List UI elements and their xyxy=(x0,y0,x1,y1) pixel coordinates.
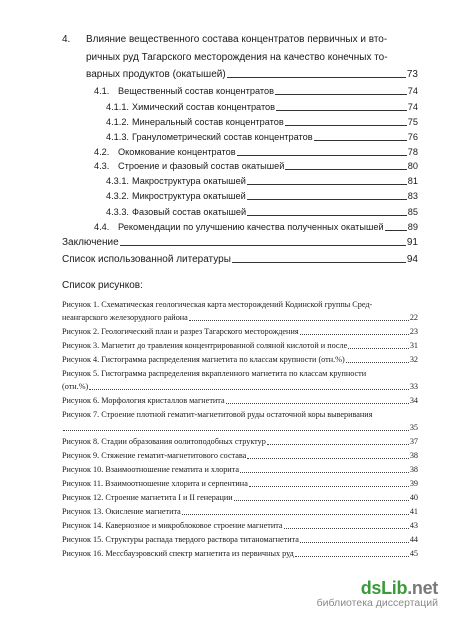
page-number: 74 xyxy=(407,86,418,96)
figure-label: Рисунок 13. xyxy=(62,507,104,516)
leader-line xyxy=(227,77,406,78)
figure-entry[interactable] xyxy=(62,410,418,420)
leader-line xyxy=(232,262,406,263)
leader-dots xyxy=(346,362,409,363)
figure-entry[interactable] xyxy=(62,521,418,531)
page-number: 75 xyxy=(407,117,418,127)
toc-item-number: 4.1.3. xyxy=(106,132,129,142)
chapter-title-line-2: ричных руд Тагарского месторождения на качество конечных то- xyxy=(86,52,388,63)
toc-item-title: Рекомендации по улучшению качества полученных окатышей xyxy=(118,222,384,232)
toc-item-title: Макроструктура окатышей xyxy=(132,176,246,186)
figure-entry[interactable] xyxy=(62,369,418,379)
figure-entry[interactable] xyxy=(62,465,418,475)
page-number: 80 xyxy=(407,161,418,171)
page-number: 35 xyxy=(409,423,418,432)
figure-label: Рисунок 5. xyxy=(62,369,100,378)
figure-entry[interactable] xyxy=(62,341,418,351)
page-number: 91 xyxy=(406,237,418,248)
figure-caption: Магнетит до травления концентрированной соляной кислотой и после xyxy=(101,341,348,350)
figure-caption: Стадии образования оолитоподобных структур xyxy=(101,437,266,446)
figure-caption: Взаимоотношение гематита и хлорита xyxy=(105,465,239,474)
figure-label: Рисунок 4. xyxy=(62,355,100,364)
toc-item[interactable] xyxy=(94,147,418,158)
figure-caption-continued: неангарского железорудного района xyxy=(62,313,188,322)
toc-item-title: Гранулометрический состав концентратов xyxy=(132,132,313,142)
figure-caption-continued: (отн.%) xyxy=(62,382,89,391)
figure-caption: Стяжение гематит-магнетитового состава xyxy=(101,451,247,460)
figure-caption: Схематическая геологическая карта месторождений Кодинской группы Сред- xyxy=(101,300,373,309)
leader-line xyxy=(237,155,407,156)
figure-label: Рисунок 14. xyxy=(62,521,104,530)
page-number: 78 xyxy=(407,147,418,157)
page-number: 83 xyxy=(407,191,418,201)
leader-line xyxy=(285,125,407,126)
figure-entry-continuation xyxy=(62,313,418,323)
page-number: 38 xyxy=(409,465,418,474)
leader-dots xyxy=(182,514,409,515)
toc-item-title: Микроструктура окатышей xyxy=(132,191,246,201)
page-number: 40 xyxy=(409,493,418,502)
toc-item-number: 4.1. xyxy=(94,86,110,96)
leader-dots xyxy=(189,320,409,321)
leader-dots xyxy=(63,430,409,431)
figure-label: Рисунок 8. xyxy=(62,437,100,446)
page-number: 85 xyxy=(407,207,418,217)
figure-entry[interactable] xyxy=(62,451,418,461)
conclusion-title: Заключение xyxy=(62,237,119,248)
toc-references[interactable] xyxy=(62,254,418,265)
page-number: 43 xyxy=(409,521,418,530)
leader-dots xyxy=(300,542,409,543)
figure-label: Рисунок 16. xyxy=(62,549,104,558)
figure-label: Рисунок 2. xyxy=(62,327,100,336)
page-number: 45 xyxy=(409,549,418,558)
leader-line xyxy=(276,110,407,111)
page-number: 89 xyxy=(407,222,418,232)
figure-caption: Морфология кристаллов магнетита xyxy=(101,396,225,405)
dslib-subtitle: библиотека диссертаций xyxy=(316,597,438,609)
leader-dots xyxy=(348,348,409,349)
page-number: 32 xyxy=(409,355,418,364)
figure-entry[interactable] xyxy=(62,535,418,545)
figure-caption: Геологический план и разрез Тагарского месторождения xyxy=(101,327,299,336)
chapter-title-text: варных продуктов (окатышей) xyxy=(86,69,226,80)
leader-dots xyxy=(226,403,409,404)
figure-caption: Взаимоотношение хлорита и серпентина xyxy=(105,479,248,488)
page-number: 44 xyxy=(409,535,418,544)
toc-item-title: Фазовый состав окатышей xyxy=(132,207,247,217)
leader-dots xyxy=(240,472,409,473)
toc-item-number: 4.3.1. xyxy=(106,176,129,186)
figures-heading: Список рисунков: xyxy=(62,280,143,291)
toc-item[interactable] xyxy=(94,222,418,233)
dslib-watermark xyxy=(317,578,438,609)
figure-caption: Структуры распада твердого раствора титаномагнетита xyxy=(105,535,299,544)
figure-label: Рисунок 3. xyxy=(62,341,100,350)
toc-item-title: Вещественный состав концентратов xyxy=(118,86,274,96)
figure-entry[interactable] xyxy=(62,355,418,365)
leader-line xyxy=(314,140,407,141)
references-title: Список использованной литературы xyxy=(62,254,231,265)
figure-entry[interactable] xyxy=(62,507,418,517)
page-number: 22 xyxy=(409,313,418,322)
figure-label: Рисунок 9. xyxy=(62,451,100,460)
leader-dots xyxy=(234,500,409,501)
figure-label: Рисунок 11. xyxy=(62,479,103,488)
leader-dots xyxy=(295,556,409,557)
page-number: 34 xyxy=(409,396,418,405)
toc-item[interactable] xyxy=(94,161,418,172)
figure-caption: Кавернозное и микроблоковое строение магнетита xyxy=(105,521,283,530)
toc-item[interactable] xyxy=(106,102,418,113)
leader-line xyxy=(247,184,407,185)
page-number: 33 xyxy=(409,382,418,391)
page-number: 73 xyxy=(406,69,418,80)
leader-line xyxy=(285,169,406,170)
toc-item-number: 4.1.1. xyxy=(106,102,129,112)
figure-entry[interactable] xyxy=(62,327,418,337)
figure-entry[interactable] xyxy=(62,300,418,310)
figure-caption: Гистограмма распределения вкрапленного магнетита по классам крупности xyxy=(101,369,367,378)
leader-line xyxy=(247,199,407,200)
toc-item[interactable] xyxy=(106,176,418,187)
page-number: 23 xyxy=(409,327,418,336)
toc-item-title: Строение и фазовый состав окатышей xyxy=(118,161,285,171)
figure-entry[interactable] xyxy=(62,437,418,447)
leader-dots xyxy=(249,486,409,487)
figure-label: Рисунок 10. xyxy=(62,465,104,474)
page-number: 38 xyxy=(409,451,418,460)
page-number: 31 xyxy=(409,341,418,350)
figure-entry-continuation xyxy=(62,423,418,433)
figure-entry[interactable] xyxy=(62,549,418,559)
leader-line xyxy=(247,215,407,216)
toc-item-number: 4.2. xyxy=(94,147,110,157)
toc-item-title: Химический состав концентратов xyxy=(132,102,276,112)
toc-item-number: 4.3. xyxy=(94,161,110,171)
figure-label: Рисунок 15. xyxy=(62,535,104,544)
figure-caption: Окисление магнетита xyxy=(105,507,181,516)
page-number: 39 xyxy=(409,479,418,488)
dslib-logo: dsLib.net xyxy=(360,578,438,598)
figure-caption: Строение плотной гематит-магнетитовой руды остаточной коры выверивания xyxy=(101,410,373,419)
figure-label: Рисунок 1. xyxy=(62,300,100,309)
page-number: 76 xyxy=(407,132,418,142)
figure-caption: Гистограмма распределения магнетита по классам крупности (отн.%) xyxy=(101,355,345,364)
leader-dots xyxy=(284,528,409,529)
figure-entry[interactable] xyxy=(62,396,418,406)
toc-item-number: 4.3.2. xyxy=(106,191,129,201)
figure-entry[interactable] xyxy=(62,493,418,503)
toc-item-title: Минеральный состав концентратов xyxy=(132,117,284,127)
leader-line xyxy=(275,94,407,95)
toc-item[interactable] xyxy=(94,86,418,97)
figure-caption: Строение магнетита I и II генерации xyxy=(105,493,233,502)
page-number: 41 xyxy=(409,507,418,516)
toc-item[interactable] xyxy=(106,207,418,218)
figure-entry-continuation xyxy=(62,382,418,392)
chapter-number: 4. xyxy=(62,34,71,45)
page-number: 74 xyxy=(407,102,418,112)
toc-item-number: 4.4. xyxy=(94,222,110,232)
figure-label: Рисунок 7. xyxy=(62,410,100,419)
toc-item-title: Окомкование концентратов xyxy=(118,147,236,157)
figure-entry[interactable] xyxy=(62,479,418,489)
page-number: 37 xyxy=(409,437,418,446)
toc-item[interactable] xyxy=(106,117,418,128)
toc-item-number: 4.1.2. xyxy=(106,117,129,127)
figure-label: Рисунок 6. xyxy=(62,396,100,405)
leader-dots xyxy=(247,458,409,459)
page-number: 81 xyxy=(407,176,418,186)
toc-item[interactable] xyxy=(106,132,418,143)
leader-dots xyxy=(267,444,409,445)
leader-dots xyxy=(89,389,409,390)
page-number: 94 xyxy=(406,254,418,265)
toc-item-number: 4.3.3. xyxy=(106,207,129,217)
leader-dots xyxy=(300,334,409,335)
leader-line xyxy=(385,230,407,231)
figure-label: Рисунок 12. xyxy=(62,493,104,502)
chapter-title-line-3 xyxy=(86,69,418,80)
toc-item[interactable] xyxy=(106,191,418,202)
chapter-title-line-1: Влияние вещественного состава концентратов первичных и вто- xyxy=(86,34,388,45)
leader-line xyxy=(120,245,406,246)
toc-conclusion[interactable] xyxy=(62,237,418,248)
figure-caption: Мессбауэровский спектр магнетита из первичных руд xyxy=(105,549,294,558)
